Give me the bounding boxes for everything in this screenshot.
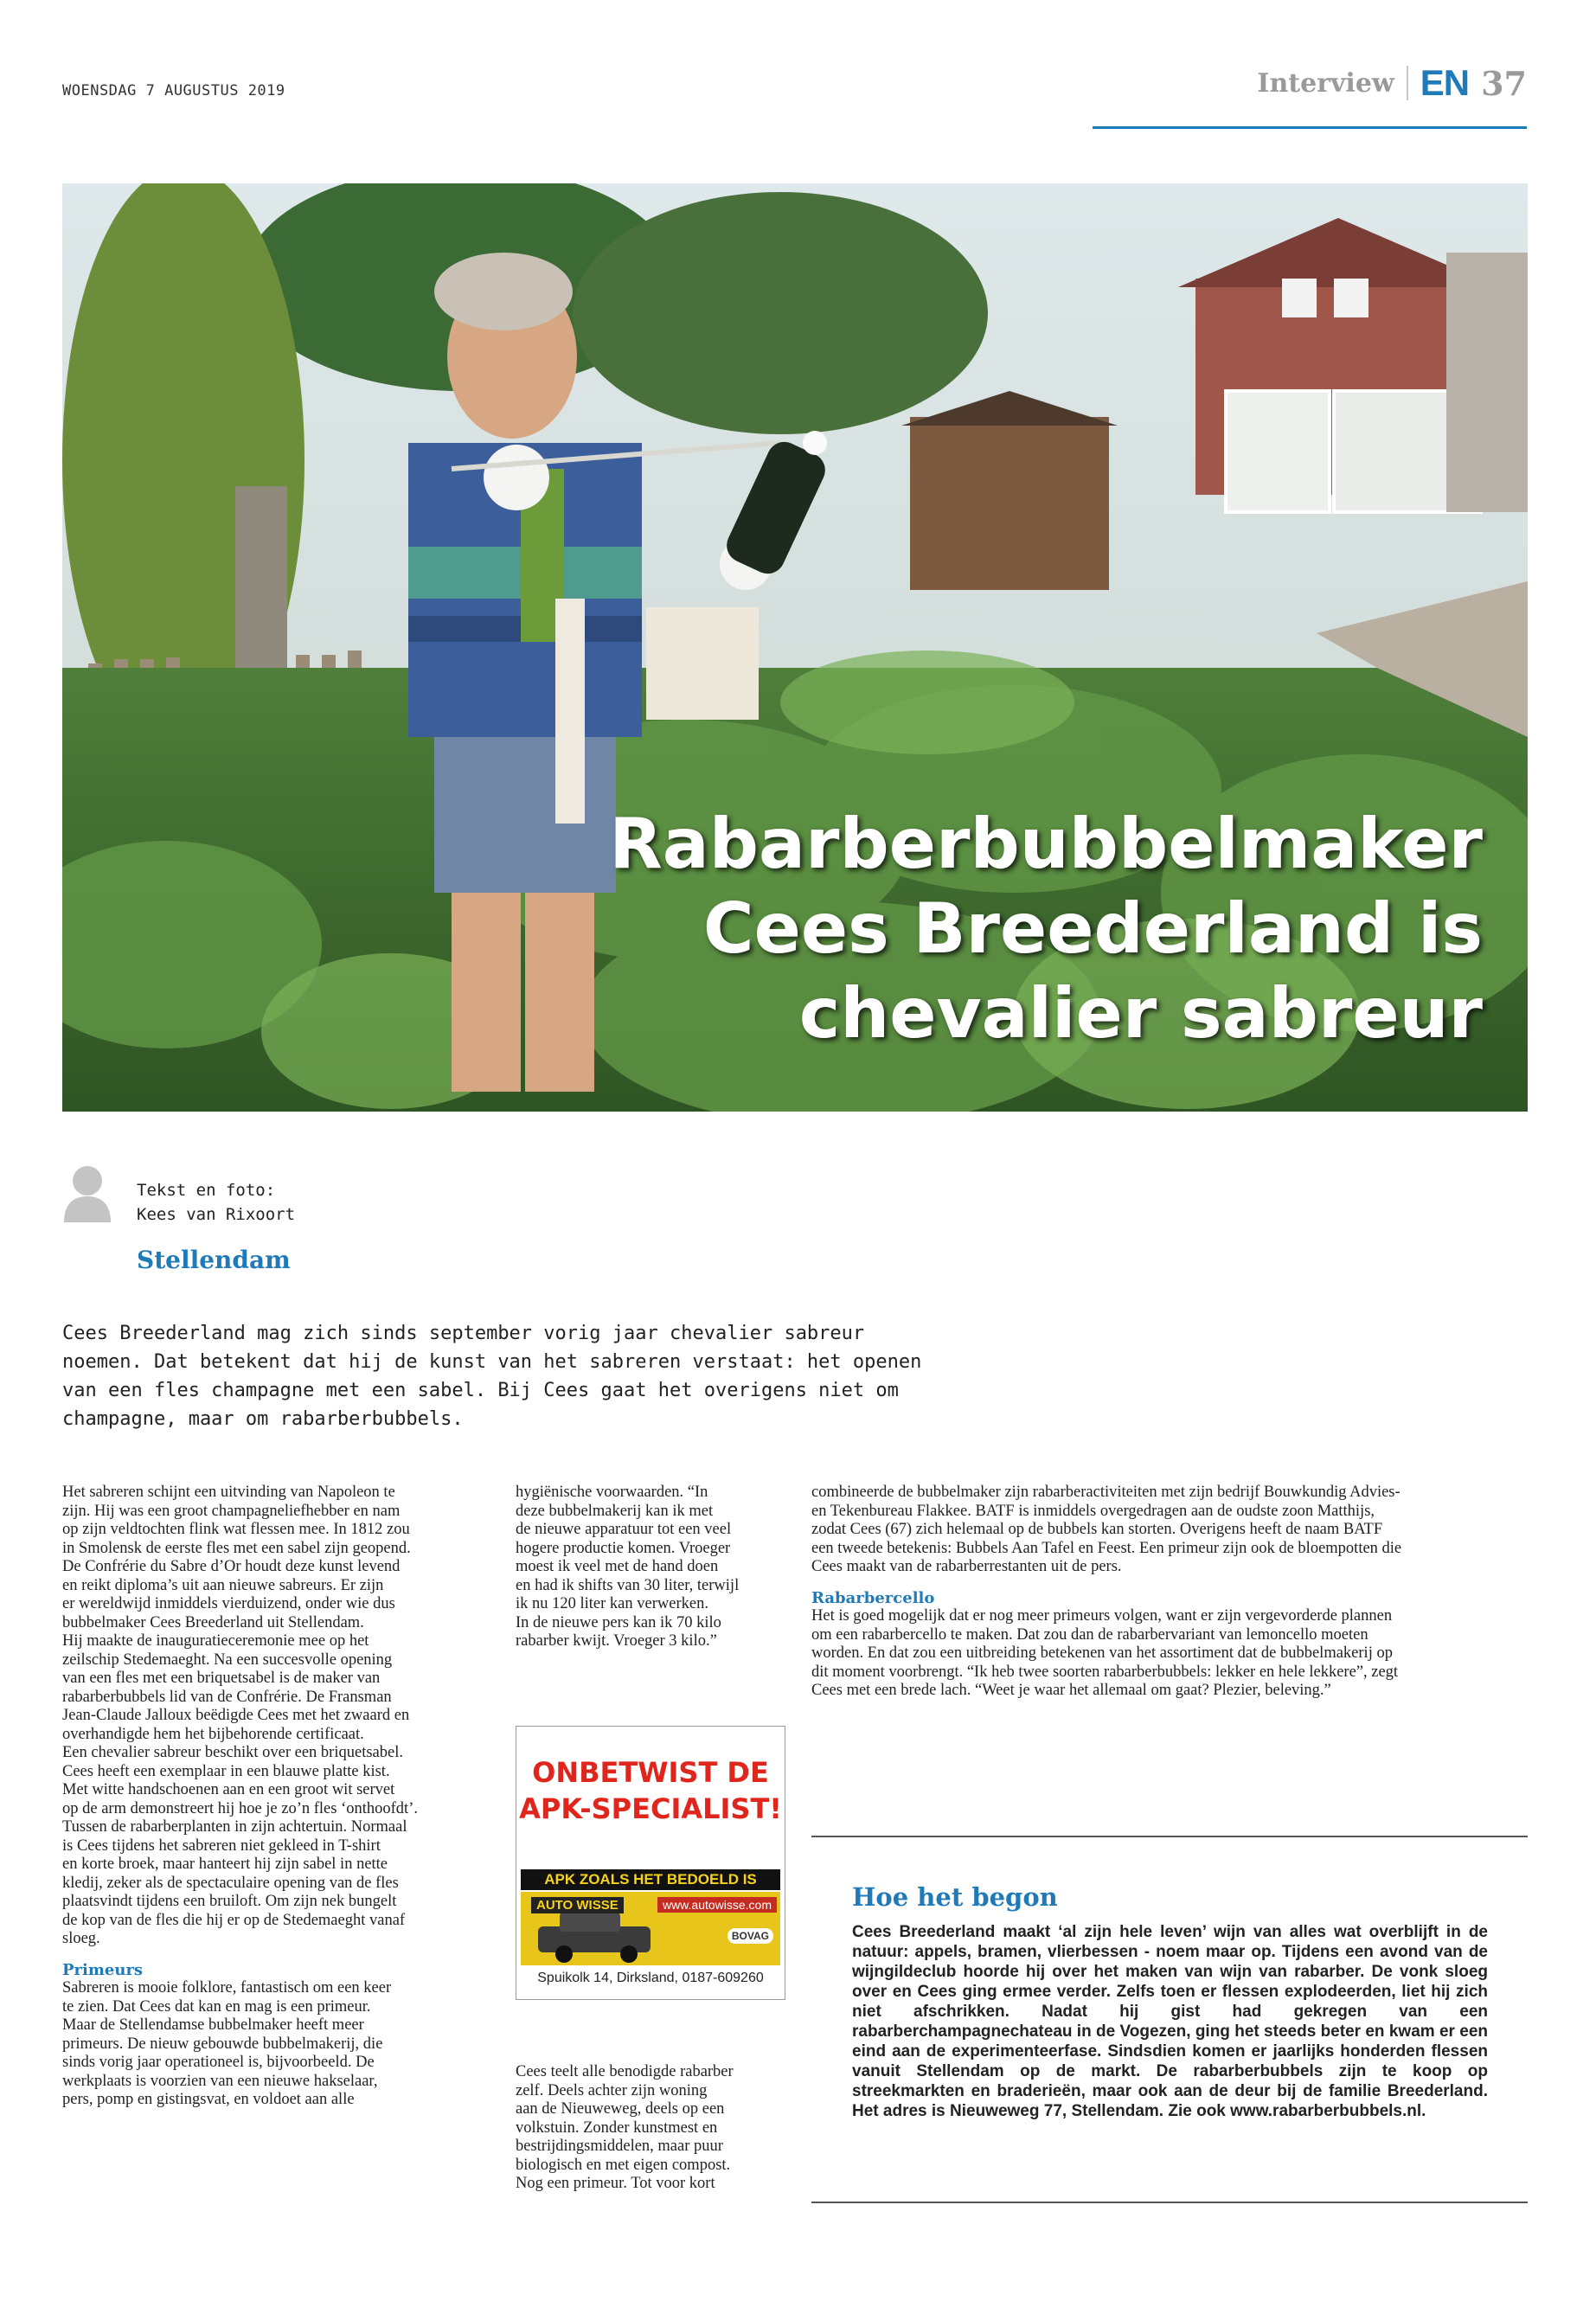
ad-headline: [516, 1754, 785, 1827]
author-avatar-icon: [62, 1163, 112, 1222]
box-title: Hoe het begon: [852, 1882, 1058, 1912]
body-line: van een fles met een briquetsabel is de maker van: [62, 1670, 381, 1687]
ad-headline-line: ONBETWIST DE: [532, 1756, 769, 1789]
intro-line: noemen. Dat betekent dat hij de kunst van het sabreren verstaat: het openen: [62, 1351, 922, 1373]
intro-line: van een fles champagne met een sabel. Bij Cees gaat het overigens niet om: [62, 1380, 899, 1401]
body-line: hogere productie komen. Vroeger: [516, 1539, 731, 1557]
body-line: en Tekenbureau Flakkee. BATF is inmiddels overgedragen aan de oudste zoon Matthijs,: [811, 1502, 1375, 1520]
body-line: plaatsvindt tijdens een bruiloft. Om zijn nek bungelt: [62, 1893, 397, 1910]
body-line: combineerde de bubbelmaker zijn rabarberactiviteiten met zijn bedrijf Bouwkundig Advies-: [811, 1484, 1401, 1501]
body-line: de nieuwe apparatuur tot een veel: [516, 1521, 732, 1538]
body-line: Cees heeft een exemplaar in een blauwe platte kist.: [62, 1762, 390, 1780]
article-intro: [62, 1319, 922, 1433]
body-line: bestrijdingsmiddelen, maar puur: [516, 2138, 723, 2155]
body-line: overhandigde hem het bijbehorende certificaat.: [62, 1725, 364, 1743]
box-text: Cees Breederland maakt ‘al zijn hele leven’ wijn van alles wat overblijft in de natuur: appels, bramen, vlierbessen - noem maar op. Tijdens een avond van de wijngildeclub hoorde hij over het maken van wijn van rabarber. De vonk sloeg over en Cees ging ermee verder. Zelfs toen er flessen explodeerden, liet hij zich niet afschrikken. Nadat hij gist had gekregen van een rabarberchampagnechateau in de Vogezen, ging het steeds beter en kwam er een eind aan de experimenteerfase. Sindsdien komen er jaarlijks honderden flessen vanuit Stellendam op de markt. De rabarberbubbels zijn te koop op streekmarkten en braderieën, maar ook aan de deur bij de familie Breederland. Het adres is Nieuweweg 77, Stellendam. Zie ook www.rabarberbubbels.nl.: [852, 1923, 1488, 2120]
body-line: te zien. Dat Cees dat kan en mag is een primeur.: [62, 1997, 371, 2016]
box-bottom-rule: [811, 2202, 1528, 2203]
body-line: De Confrérie du Sabre d’Or houdt deze kunst levend: [62, 1558, 401, 1575]
page-number: 37: [1481, 63, 1527, 103]
apk-advertisement[interactable]: [516, 1726, 785, 2000]
body-column-1: [62, 1484, 495, 2110]
body-column-3: [811, 1484, 1529, 1701]
headline-line: Cees Breederland is: [702, 888, 1483, 969]
body-line: is Cees tijdens het sabreren niet gekleed in T-shirt: [62, 1836, 381, 1855]
newspaper-logo: EN: [1420, 62, 1470, 103]
ad-headline-line: APK-SPECIALIST!: [519, 1792, 782, 1825]
intro-line: Cees Breederland mag zich sinds september vorig jaar chevalier sabreur: [62, 1323, 865, 1344]
box-top-rule: [811, 1836, 1528, 1837]
body-line: Cees teelt alle benodigde rabarber: [516, 2063, 734, 2080]
body-line: Cees met een brede lach. “Weet je waar het allemaal om gaat? Plezier, beleving.”: [811, 1682, 1331, 1699]
body-line: Sabreren is mooie folklore, fantastisch om een keer: [62, 1979, 392, 1997]
hero-photo: [62, 183, 1528, 1112]
header-divider: [1407, 66, 1408, 100]
body-line: Met witte handschoenen aan en een groot wit servet: [62, 1781, 395, 1798]
intro-line: champagne, maar om rabarberbubbels.: [62, 1408, 464, 1430]
body-line: zeilschip Stedemaeght. Na een succesvolle opening: [62, 1650, 393, 1669]
box-body: [852, 1922, 1488, 2121]
body-line: zijn. Hij was een groot champagneliefhebber en nam: [62, 1502, 401, 1520]
ad-address: Spuikolk 14, Dirksland, 0187-609260: [537, 1971, 764, 1985]
body-line: Maar de Stellendamse bubbelmaker heeft meer: [62, 2016, 364, 2034]
body-line: volkstuin. Zonder kunstmest en: [516, 2118, 718, 2137]
body-line: zodat Cees (67) zich helemaal op de bubbels kan storten. Overigens heeft de naam BATF: [811, 1521, 1383, 1538]
body-line: om een rabarbercello te maken. Dat zou dan de rabarbervariant van lemoncello moeten: [811, 1625, 1368, 1644]
subhead-primeurs: Primeurs: [62, 1960, 144, 1979]
body-line: moest ik veel met de hand doen: [516, 1558, 719, 1575]
body-line: primeurs. De nieuw gebouwde bubbelmakerij, die: [62, 2035, 383, 2053]
body-line: aan de Nieuweweg, deels op een: [516, 2100, 725, 2118]
body-line: en reikt diploma’s uit aan nieuwe sabreurs. Er zijn: [62, 1576, 384, 1594]
body-line: sinds vorig jaar operationeel is, bijvoorbeeld. De: [62, 2054, 375, 2071]
body-line: Jean-Claude Jalloux beëdigde Cees met het zwaard en: [62, 1707, 410, 1724]
body-line: dit moment voorbrengt. “Ik heb twee soorten rabarberbubbels: lekker en hele lekkere”, zegt: [811, 1663, 1399, 1681]
subhead-rabarbercello: Rabarbercello: [811, 1588, 935, 1607]
body-line: Het is goed mogelijk dat er nog meer primeurs volgen, want er zijn vergevorderde plannen: [811, 1607, 1393, 1625]
publication-date: WOENSDAG 7 AUGUSTUS 2019: [62, 82, 285, 99]
body-line: pers, pomp en gistingsvat, en voldoet aan alle: [62, 2091, 355, 2108]
body-line: zelf. Deels achter zijn woning: [516, 2081, 708, 2099]
body-column-2-continued: [516, 2063, 792, 2194]
article-headline: [609, 802, 1483, 1056]
body-line: Hij maakte de inauguratieceremonie mee op het: [62, 1632, 369, 1650]
headline-line: chevalier sabreur: [798, 973, 1483, 1054]
header-rule: [1093, 126, 1527, 129]
body-line: er wereldwijd inmiddels vierduizend, onder wie dus: [62, 1595, 395, 1612]
body-line: sloeg.: [62, 1930, 100, 1947]
ad-tagline: APK ZOALS HET BEDOELD IS: [521, 1869, 780, 1890]
body-line: bubbelmaker Cees Breederland uit Stellendam.: [62, 1613, 364, 1631]
dateline-place: Stellendam: [137, 1246, 291, 1274]
body-line: Het sabreren schijnt een uitvinding van Napoleon te: [62, 1484, 395, 1501]
ad-photo: [521, 1892, 780, 1965]
body-line: op zijn veldtochten flink wat flessen mee. In 1812 zou: [62, 1521, 410, 1538]
body-line: de kop van de fles die hij er op de Stedemaeght vanaf: [62, 1911, 406, 1929]
byline-credit: Tekst en foto:: [137, 1181, 276, 1200]
body-column-2: [516, 1484, 792, 1651]
section-name: Interview: [1257, 67, 1394, 99]
body-line: Een chevalier sabreur beschikt over een briquetsabel.: [62, 1744, 403, 1761]
body-line: ik nu 120 liter kan verwerken.: [516, 1595, 708, 1612]
body-line: rabarber kwijt. Vroeger 3 kilo.”: [516, 1632, 717, 1650]
byline: [137, 1178, 295, 1227]
body-line: Tussen de rabarberplanten in zijn achtertuin. Normaal: [62, 1818, 407, 1836]
page-header: [1257, 62, 1527, 104]
body-line: en had ik shifts van 30 liter, terwijl: [516, 1576, 740, 1594]
body-line: Nog een primeur. Tot voor kort: [516, 2175, 715, 2192]
body-line: en korte broek, maar hanteert hij zijn sabel in nette: [62, 1856, 388, 1873]
body-line: worden. En dat zou een uitbreiding betekenen van het assortiment dat de bubbelmakerij op: [811, 1644, 1393, 1662]
body-line: een tweede betekenis: Bubbels Aan Tafel en Feest. Een primeur zijn ook de bloempotten die: [811, 1539, 1402, 1557]
body-line: op de arm demonstreert hij hoe je zo’n fles ‘onthoofdt’.: [62, 1799, 418, 1817]
body-line: rabarberbubbels lid van de Confrérie. De Fransman: [62, 1688, 392, 1706]
body-line: biologisch en met eigen compost.: [516, 2156, 731, 2174]
body-line: deze bubbelmakerij kan ik met: [516, 1502, 714, 1520]
ad-url[interactable]: www.autowisse.com: [657, 1897, 777, 1913]
body-line: kledij, zeker als de spectaculaire opening van de fles: [62, 1874, 399, 1892]
bovag-badge: BOVAG: [727, 1928, 773, 1944]
body-line: In de nieuwe pers kan ik 70 kilo: [516, 1613, 721, 1631]
body-line: hygiënische voorwaarden. “In: [516, 1484, 708, 1501]
ad-brand: AUTO WISSE: [531, 1897, 624, 1913]
headline-line: Rabarberbubbelmaker: [609, 804, 1483, 884]
body-line: Cees maakt van de rabarberrestanten uit de pers.: [811, 1558, 1122, 1575]
body-line: in Smolensk de eerste fles met een sabel zijn geopend.: [62, 1539, 411, 1557]
byline-author: Kees van Rixoort: [137, 1205, 296, 1224]
body-line: werkplaats is voorzien van een nieuwe hakselaar,: [62, 2072, 378, 2090]
